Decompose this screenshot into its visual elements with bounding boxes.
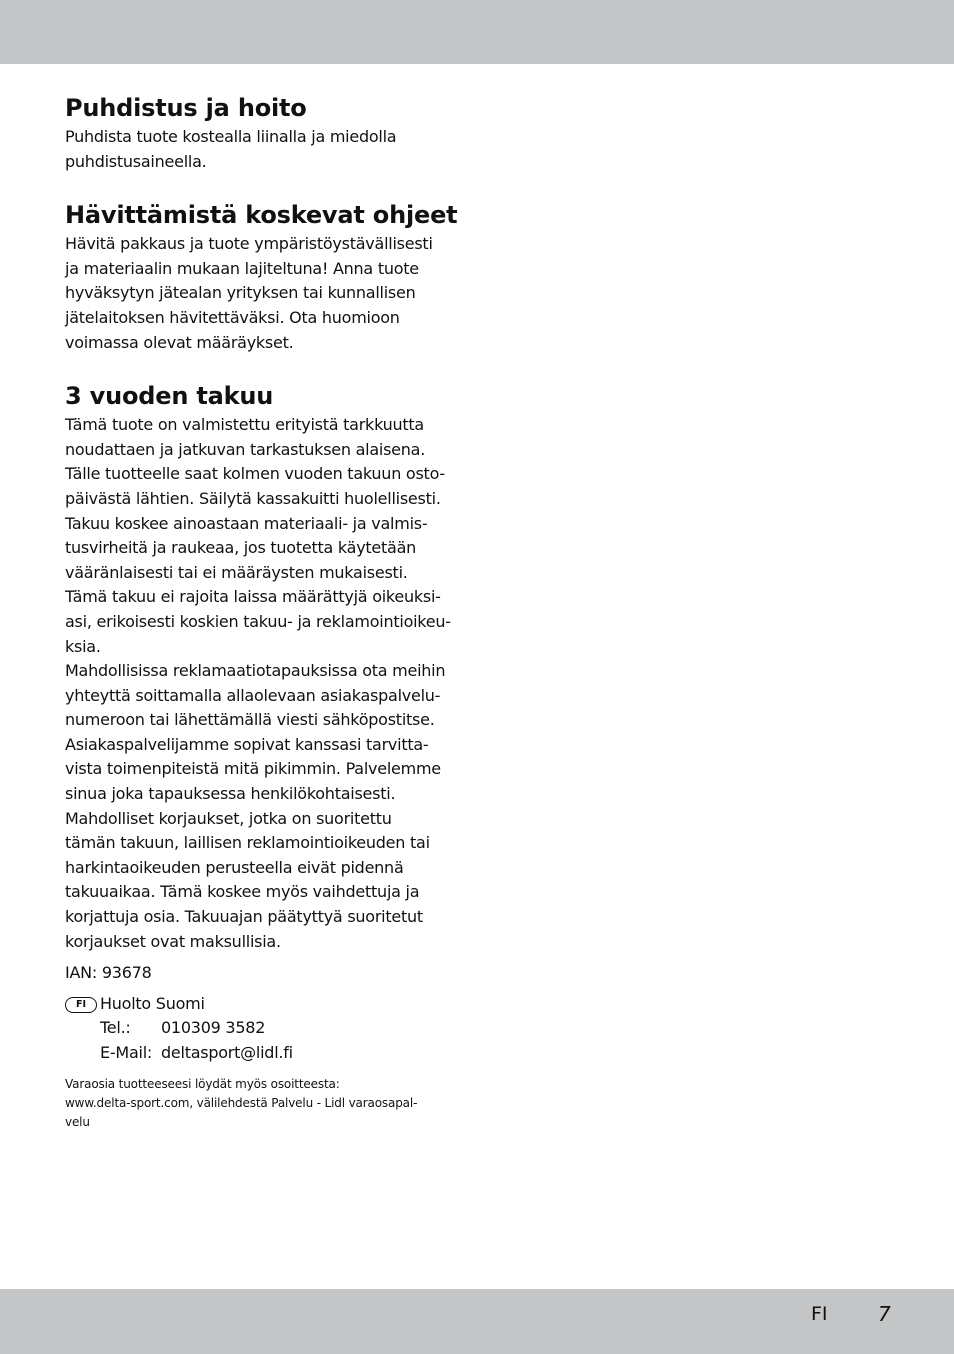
footer-language-code: FI <box>811 1303 828 1325</box>
document-body <box>65 91 457 1132</box>
text-line: numeroon tai lähettämällä viesti sähköpostitse. <box>65 710 435 730</box>
text-line: Asiakaspalvelijamme sopivat kanssasi tarvitta- <box>65 734 429 754</box>
text-line: päivästä lähtien. Säilytä kassakuitti huolellisesti. <box>65 488 441 508</box>
note-line: Varaosia tuotteeseesi löydät myös osoitteesta: <box>65 1076 340 1091</box>
text-line: Mahdolliset korjaukset, jotka on suoritettu <box>65 808 392 828</box>
text-line: noudattaen ja jatkuvan tarkastuksen alaisena. <box>65 439 426 459</box>
country-code-badge: FI <box>65 997 97 1013</box>
text-line: ksia. <box>65 636 101 656</box>
text-line: korjattuja osia. Takuuajan päätyttyä suoritetut <box>65 907 423 927</box>
text-line: voimassa olevat määräykset. <box>65 332 294 352</box>
section-text-cleaning <box>65 125 457 174</box>
tel-value: 010309 3582 <box>161 1018 266 1038</box>
section-text-warranty <box>65 413 457 954</box>
email-label: E-Mail: <box>100 1043 153 1062</box>
text-line: sinua joka tapauksessa henkilökohtaisesti. <box>65 784 396 804</box>
text-line: puhdistusaineella. <box>65 151 207 171</box>
service-tel-row <box>65 1016 457 1041</box>
email-value: deltasport@lidl.fi <box>161 1043 293 1062</box>
footer-page-number: 7 <box>878 1302 891 1326</box>
service-name: Huolto Suomi <box>100 993 205 1013</box>
spare-parts-note <box>65 1075 457 1132</box>
text-line: Mahdollisissa reklamaatiotapauksissa ota meihin <box>65 661 446 681</box>
section-heading-disposal: Hävittämistä koskevat ohjeet <box>65 201 458 230</box>
note-line: www.delta-sport.com, välilehdestä Palvelu - Lidl varaosapal- <box>65 1095 418 1110</box>
text-line: Puhdista tuote kostealla liinalla ja miedolla <box>65 127 397 146</box>
text-line: Takuu koskee ainoastaan materiaali- ja valmis- <box>65 513 428 533</box>
service-contact <box>65 992 457 1066</box>
section-heading-warranty: 3 vuoden takuu <box>65 382 274 411</box>
note-line: velu <box>65 1114 90 1129</box>
text-line: hyväksytyn jätealan yrityksen tai kunnallisen <box>65 283 416 303</box>
text-line: tämän takuun, laillisen reklamointioikeuden tai <box>65 833 430 853</box>
service-name-row <box>65 992 457 1017</box>
text-line: Tämä tuote on valmistettu erityistä tarkkuutta <box>65 415 424 435</box>
text-line: harkintaoikeuden perusteella eivät pidennä <box>65 857 404 877</box>
text-line: tusvirheitä ja raukeaa, jos tuotetta käytetään <box>65 538 417 558</box>
text-line: Hävitä pakkaus ja tuote ympäristöystävällisesti <box>65 234 433 254</box>
service-email-row <box>65 1041 457 1066</box>
text-line: korjaukset ovat maksullisia. <box>65 931 281 951</box>
tel-label: Tel.: <box>100 1018 131 1038</box>
text-line: asi, erikoisesti koskien takuu- ja reklamointioikeu- <box>65 611 451 631</box>
section-heading-cleaning: Puhdistus ja hoito <box>65 94 307 122</box>
section-text-disposal <box>65 232 457 355</box>
text-line: takuuaikaa. Tämä koskee myös vaihdettuja ja <box>65 882 420 902</box>
header-band <box>0 0 954 64</box>
text-line: Tälle tuotteelle saat kolmen vuoden takuun osto- <box>65 464 445 484</box>
text-line: vääränlaisesti tai ei määräysten mukaisesti. <box>65 562 408 582</box>
text-line: ja materiaalin mukaan lajiteltuna! Anna tuote <box>65 258 419 278</box>
ian-number: IAN: 93678 <box>65 963 152 983</box>
text-line: vista toimenpiteistä mitä pikimmin. Palvelemme <box>65 759 441 779</box>
text-line: Tämä takuu ei rajoita laissa määrättyjä oikeuksi- <box>65 587 441 607</box>
text-line: yhteyttä soittamalla allaolevaan asiakaspalvelu- <box>65 685 441 705</box>
text-line: jätelaitoksen hävitettäväksi. Ota huomioon <box>65 307 400 327</box>
